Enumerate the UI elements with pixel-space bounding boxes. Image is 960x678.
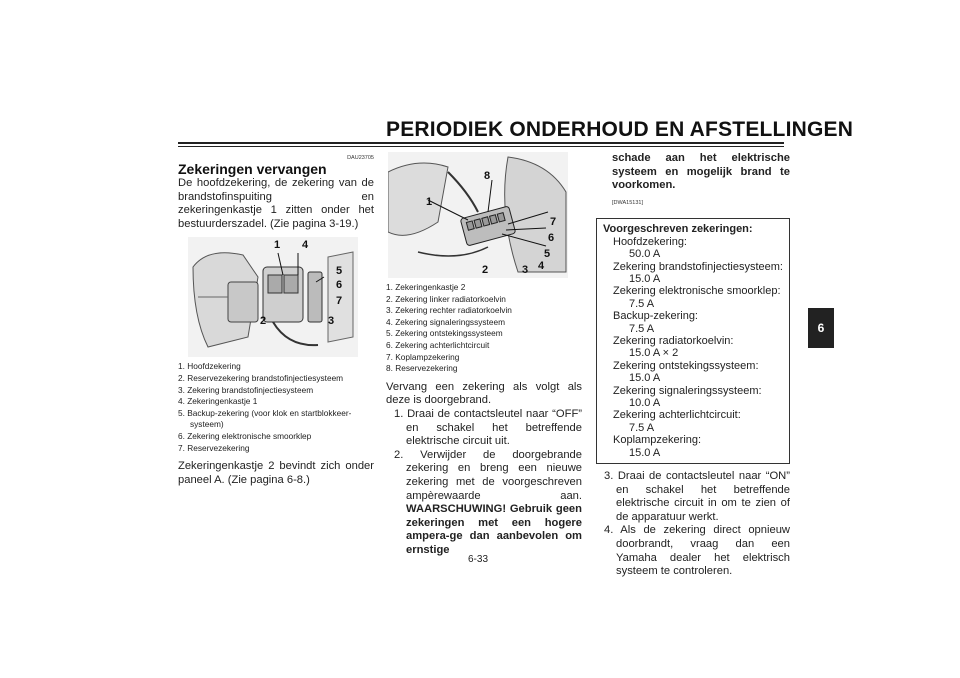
figure-callout: 1 [426,196,433,208]
figure-callout: 7 [336,295,343,308]
figure-callout: 1 [274,239,281,252]
figure-callout: 2 [260,315,267,328]
caption-item: 3. Zekering brandstofinjectiesysteem [178,384,314,395]
figure-callout: 6 [336,279,343,292]
figure-callout: 7 [550,216,557,228]
figure-callout: 8 [484,170,491,182]
spec-name: Zekering achterlichtcircuit: [613,409,741,422]
caption-item: 7. Reservezekering [178,442,250,453]
chapter-tab: 6 [808,308,834,348]
spec-name: Zekering radiatorkoelvin: [613,335,734,348]
figure-callout: 4 [538,260,545,272]
column-right [596,152,790,579]
fuse-illustration-1 [188,237,358,357]
spec-name: Zekering elektronische smoorklep: [613,285,781,298]
figure-callout: 3 [522,264,529,276]
figure-callout: 4 [302,239,309,252]
procedure-step: 1. Draai de contactsleutel naar “OFF” en schakel het betreffende elektrische circuit uit. [394,407,582,448]
spec-value: 10.0 A [629,397,661,410]
caption-item: 1. Hoofdzekering [178,361,241,372]
spec-value: 7.5 A [629,297,655,310]
caption-item: 3. Zekering rechter radiatorkoelvin [386,305,512,316]
caption-item: 2. Zekering linker radiatorkoelvin [386,293,506,304]
fuse-figure-2 [388,152,568,278]
caption-item: 5. Zekering ontstekingssysteem [386,328,503,339]
figure-1-captions [178,361,374,454]
section-code: DAU23705 [347,155,374,161]
spec-value: 7.5 A [629,322,655,335]
caption-item: 2. Reservezekering brandstofinjectiesysteem [178,372,344,383]
caption-item: 6. Zekering elektronische smoorklep [178,430,312,441]
fuse-figure-1 [188,237,358,357]
spec-name: Zekering ontstekingssysteem: [613,359,759,372]
procedure-step [390,449,582,558]
header-rule-thin [178,146,784,147]
caption-item: 5. Backup-zekering (voor klok en startblokkeer-systeem) [178,407,352,430]
procedure-step-text: 2. Verwijder de doorgebrande zekering en breng een nieuwe zekering met de voorgeschreven ampèrewaarde aan. [394,448,582,502]
figure-callout: 6 [548,232,555,244]
spec-name: Hoofdzekering: [613,235,687,248]
caption-item: 4. Zekeringenkastje 1 [178,396,258,407]
procedure-intro: Vervang een zekering als volgt als deze is doorgebrand. [386,380,582,407]
caption-item: 6. Zekering achterlichtcircuit [386,339,490,350]
page-header-title: PERIODIEK ONDERHOUD EN AFSTELLINGEN [386,118,854,141]
spec-value: 15.0 A [629,446,661,459]
spec-value: 15.0 A [629,372,661,385]
fuse-spec-box [596,218,790,464]
caption-item: 1. Zekeringenkastje 2 [386,282,466,292]
procedure-steps-continued [596,470,790,579]
warning-code: [DWA15131] [612,199,643,206]
column-left [178,152,374,487]
procedure-steps [386,408,582,558]
spec-name: Koplampzekering: [613,434,702,447]
figure-callout: 2 [482,264,489,276]
caption-item: 8. Reservezekering [386,363,458,374]
figure-callout: 5 [336,265,343,278]
spec-name: Backup-zekering: [613,310,698,323]
warning-text: WAARSCHUWING! Gebruik geen zekeringen met een hogere ampera-ge dan aanbevolen om ernstige [406,503,582,556]
figure-callout: 3 [328,315,335,328]
header-rule [178,142,784,144]
fusebox-2-note: Zekeringenkastje 2 bevindt zich onder paneel A. (Zie pagina 6-8.) [178,460,374,486]
procedure-step: 3. Draai de contactsleutel naar “ON” en schakel het betreffende elektrische circuit in om te zien of de apparatuur werkt. [604,470,790,523]
spec-name: Zekering brandstofinjectiesysteem: [613,260,783,273]
caption-item: 7. Koplampzekering [386,351,460,362]
figure-callout: 5 [544,248,551,260]
spec-value: 7.5 A [629,421,655,434]
caption-item: 4. Zekering signaleringssysteem [386,316,505,327]
figure-2-captions [386,282,582,375]
spec-value: 15.0 A [629,273,661,285]
warning-text-continued: schade aan het elektrische systeem en mogelijk brand te voorkomen. [612,152,790,192]
spec-box-title: Voorgeschreven zekeringen: [603,223,753,236]
column-middle [386,152,582,557]
section-title: Zekeringen vervangen [178,161,327,177]
spec-value: 50.0 A [629,248,661,261]
page-number: 6-33 [468,554,489,565]
spec-value: 15.0 A × 2 [629,347,679,360]
procedure-step: 4. Als de zekering direct opnieuw doorbrandt, vraag dan een Yamaha dealer het elektrisch systeem te controleren. [604,524,790,578]
spec-name: Zekering signaleringssysteem: [613,384,762,397]
intro-paragraph: De hoofdzekering, de zekering van de brandstofinspuiting en zekeringenkastje 1 zitten onder het bestuurderszadel. (Zie pagina 3-19.) [178,177,374,230]
